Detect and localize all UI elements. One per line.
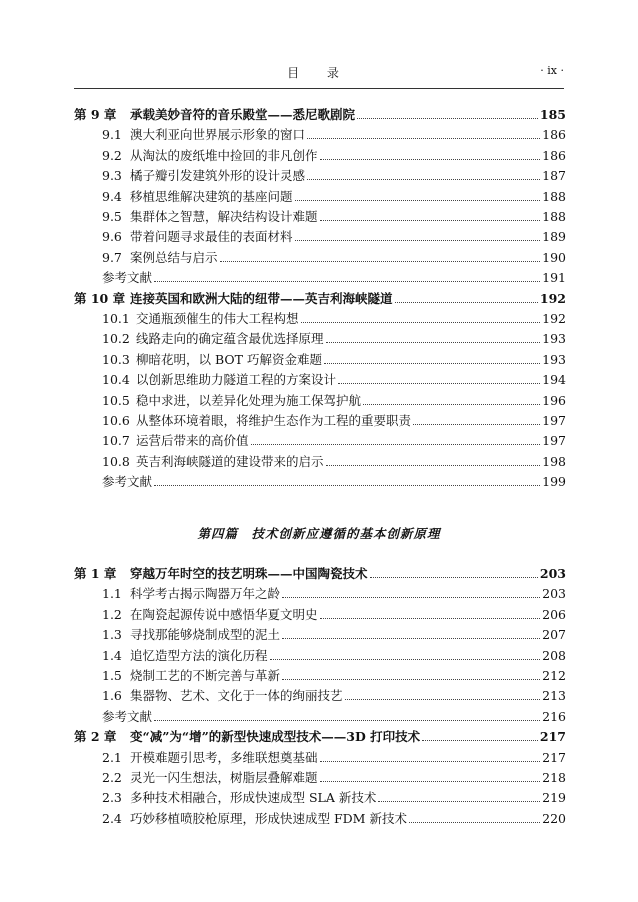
toc-number: 1.2 — [102, 607, 122, 622]
toc-page-number: 187 — [542, 168, 566, 183]
toc-page-number: 198 — [542, 454, 566, 469]
toc-leader-dots — [363, 404, 540, 405]
toc-number: 2.4 — [102, 811, 122, 826]
toc-leader-dots — [320, 618, 541, 619]
toc-reference-row[interactable] — [74, 470, 566, 490]
toc-page-number: 189 — [542, 229, 566, 244]
toc-page-number: 217 — [539, 729, 566, 744]
toc-title: 寻找那能够烧制成型的泥土 — [130, 627, 281, 642]
header-page-number: · ix · — [540, 64, 564, 77]
toc-page-number: 207 — [542, 627, 566, 642]
toc-title: 集器物、艺术、文化于一体的绚丽技艺 — [130, 688, 343, 703]
toc-leader-dots — [338, 383, 540, 384]
toc-page-number: 216 — [542, 709, 566, 724]
toc-title: 参考文献 — [102, 270, 153, 285]
toc-number: 2.1 — [102, 750, 122, 765]
toc-leader-dots — [307, 138, 540, 139]
toc-section-row[interactable] — [74, 185, 566, 205]
toc-number: 10.8 — [102, 454, 130, 469]
toc-leader-dots — [324, 363, 540, 364]
toc-page-number: 218 — [542, 770, 566, 785]
toc-number: 第 9 章 — [74, 107, 117, 122]
toc-reference-row[interactable] — [74, 705, 566, 725]
toc-page-number: 220 — [542, 811, 566, 826]
toc-leader-dots — [295, 240, 541, 241]
toc-leader-dots — [345, 699, 541, 700]
toc-leader-dots — [395, 302, 538, 303]
toc-leader-dots — [413, 424, 540, 425]
toc-number: 1.3 — [102, 627, 122, 642]
toc-page-number: 199 — [542, 474, 566, 489]
toc-title: 柳暗花明，以 BOT 巧解资金难题 — [136, 352, 322, 367]
toc-title: 交通瓶颈催生的伟大工程构想 — [136, 311, 299, 326]
toc-page-number: 191 — [542, 270, 566, 285]
toc-number: 9.1 — [102, 127, 122, 142]
toc-page-number: 213 — [542, 688, 566, 703]
toc-number: 9.3 — [102, 168, 122, 183]
toc-leader-dots — [357, 118, 538, 119]
toc-leader-dots — [270, 659, 541, 660]
toc-section-row[interactable] — [74, 205, 566, 225]
toc-title: 移植思维解决建筑的基座问题 — [130, 189, 293, 204]
toc-section-row[interactable] — [74, 144, 566, 164]
toc-leader-dots — [282, 597, 540, 598]
toc-title: 从淘汰的废纸堆中捡回的非凡创作 — [130, 148, 318, 163]
toc-number: 9.7 — [102, 250, 122, 265]
toc-leader-dots — [320, 761, 541, 762]
toc-section-row[interactable] — [74, 246, 566, 266]
toc-title: 开模难题引思考，多维联想奠基础 — [130, 750, 318, 765]
toc-section-row[interactable] — [74, 664, 566, 684]
toc-number: 2.2 — [102, 770, 122, 785]
toc-page-number: 219 — [542, 790, 566, 805]
page-header — [74, 64, 564, 80]
toc-title: 以创新思维助力隧道工程的方案设计 — [136, 372, 337, 387]
header-title: 目 录 — [287, 66, 351, 80]
toc-leader-dots — [320, 781, 541, 782]
toc-number: 1.5 — [102, 668, 122, 683]
toc-title: 追忆造型方法的演化历程 — [130, 648, 268, 663]
toc-title: 参考文献 — [102, 709, 153, 724]
toc-leader-dots — [320, 220, 541, 221]
toc-section-row[interactable] — [74, 123, 566, 143]
toc-leader-dots — [370, 577, 538, 578]
toc-section-row[interactable] — [74, 603, 566, 623]
toc-title: 运营后带来的高价值 — [136, 433, 249, 448]
toc-number: 10.2 — [102, 331, 130, 346]
toc-page-number: 186 — [542, 148, 566, 163]
toc-number: 9.4 — [102, 189, 122, 204]
toc-chapter-row[interactable] — [74, 562, 566, 582]
toc-page-number: 217 — [542, 750, 566, 765]
toc-page-number: 190 — [542, 250, 566, 265]
toc-section-row[interactable] — [74, 786, 566, 806]
toc-section-row[interactable] — [74, 389, 566, 409]
toc-chapter-row[interactable] — [74, 103, 566, 123]
toc-page-number: 212 — [542, 668, 566, 683]
toc-leader-dots — [307, 179, 540, 180]
toc-section-row[interactable] — [74, 368, 566, 388]
toc-section-row[interactable] — [74, 327, 566, 347]
toc-leader-dots — [378, 801, 540, 802]
toc-leader-dots — [326, 342, 541, 343]
toc-title: 连接英国和欧洲大陆的纽带——英吉利海峡隧道 — [130, 291, 393, 306]
toc-section-row[interactable] — [74, 409, 566, 429]
toc-number: 2.3 — [102, 790, 122, 805]
toc-title: 巧妙移植喷胶枪原理，形成快速成型 FDM 新技术 — [130, 811, 407, 826]
toc-page-number: 208 — [542, 648, 566, 663]
header-rule — [74, 88, 564, 89]
toc-title: 参考文献 — [102, 474, 153, 489]
toc-leader-dots — [154, 281, 540, 282]
toc-page-number: 188 — [542, 209, 566, 224]
toc-number: 10.6 — [102, 413, 130, 428]
toc-page-number: 203 — [539, 566, 566, 581]
toc-section-row[interactable] — [74, 582, 566, 602]
toc-number: 10.1 — [102, 311, 130, 326]
toc-title: 稳中求进，以差异化处理为施工保驾护航 — [136, 393, 362, 408]
toc-leader-dots — [154, 720, 540, 721]
toc-leader-dots — [301, 322, 541, 323]
toc-leader-dots — [220, 261, 541, 262]
toc-title: 变“减”为“增”的新型快速成型技术——3D 打印技术 — [130, 729, 421, 744]
toc-number: 1.1 — [102, 586, 122, 601]
toc-leader-dots — [154, 485, 540, 486]
toc-section-row[interactable] — [74, 746, 566, 766]
toc-title: 在陶瓷起源传说中感悟华夏文明史 — [130, 607, 318, 622]
toc-page-number: 194 — [542, 372, 566, 387]
toc-section-row[interactable] — [74, 623, 566, 643]
toc-title: 灵光一闪生想法，树脂层叠解难题 — [130, 770, 318, 785]
toc-section-row[interactable] — [74, 307, 566, 327]
toc-page-number: 186 — [542, 127, 566, 142]
toc-page-number: 188 — [542, 189, 566, 204]
toc-chapter-row[interactable] — [74, 725, 566, 745]
toc-chapter-row[interactable] — [74, 287, 566, 307]
toc-page-number: 196 — [542, 393, 566, 408]
toc-number: 10.3 — [102, 352, 130, 367]
toc-page-number: 203 — [542, 586, 566, 601]
toc-number: 第 10 章 — [74, 291, 126, 306]
toc-section-row[interactable] — [74, 684, 566, 704]
toc-title: 澳大利亚向世界展示形象的窗口 — [130, 127, 306, 142]
toc-section-row[interactable] — [74, 225, 566, 245]
toc-leader-dots — [282, 638, 540, 639]
toc-page-number: 192 — [542, 311, 566, 326]
toc-leader-dots — [295, 200, 541, 201]
toc-title: 集群体之智慧，解决结构设计难题 — [130, 209, 318, 224]
toc-section-row[interactable] — [74, 348, 566, 368]
toc-number: 10.7 — [102, 433, 130, 448]
toc-page-number: 206 — [542, 607, 566, 622]
toc-number: 9.2 — [102, 148, 122, 163]
toc-section-row[interactable] — [74, 450, 566, 470]
toc-number: 9.5 — [102, 209, 122, 224]
toc-title: 多种技术相融合，形成快速成型 SLA 新技术 — [130, 790, 377, 805]
toc-title: 穿越万年时空的技艺明珠——中国陶瓷技术 — [130, 566, 368, 581]
toc-title: 带着问题寻求最佳的表面材料 — [130, 229, 293, 244]
toc-leader-dots — [320, 159, 541, 160]
toc-title: 烧制工艺的不断完善与革新 — [130, 668, 281, 683]
toc-number: 第 2 章 — [74, 729, 117, 744]
toc-reference-row[interactable] — [74, 266, 566, 286]
toc-leader-dots — [326, 465, 541, 466]
toc-leader-dots — [409, 822, 540, 823]
toc-number: 9.6 — [102, 229, 122, 244]
toc-leader-dots — [422, 740, 538, 741]
toc-page-number: 197 — [542, 413, 566, 428]
part-heading: 第四篇 技术创新应遵循的基本创新原理 — [197, 526, 441, 541]
toc-leader-dots — [251, 444, 541, 445]
toc-section-row[interactable] — [74, 766, 566, 786]
toc-section-row[interactable] — [74, 164, 566, 184]
toc-title: 科学考古揭示陶器万年之龄 — [130, 586, 281, 601]
toc-number: 10.5 — [102, 393, 130, 408]
toc-leader-dots — [282, 679, 540, 680]
toc-title: 从整体环境着眼，将维护生态作为工程的重要职责 — [136, 413, 412, 428]
toc-title: 案例总结与启示 — [130, 250, 218, 265]
toc-page-number: 193 — [542, 352, 566, 367]
toc-number: 1.4 — [102, 648, 122, 663]
toc-section-row[interactable] — [74, 644, 566, 664]
toc-section-row[interactable] — [74, 807, 566, 827]
toc-page-number: 197 — [542, 433, 566, 448]
toc-section-row[interactable] — [74, 429, 566, 449]
toc-number: 10.4 — [102, 372, 130, 387]
toc-title: 承载美妙音符的音乐殿堂——悉尼歌剧院 — [130, 107, 356, 122]
toc-title: 英吉利海峡隧道的建设带来的启示 — [136, 454, 324, 469]
toc-number: 第 1 章 — [74, 566, 117, 581]
toc-page-number: 193 — [542, 331, 566, 346]
toc-number: 1.6 — [102, 688, 122, 703]
toc-title: 线路走向的确定蕴含最优选择原理 — [136, 331, 324, 346]
toc-page-number: 192 — [539, 291, 566, 306]
toc-page-number: 185 — [539, 107, 566, 122]
toc-title: 橘子瓣引发建筑外形的设计灵感 — [130, 168, 306, 183]
